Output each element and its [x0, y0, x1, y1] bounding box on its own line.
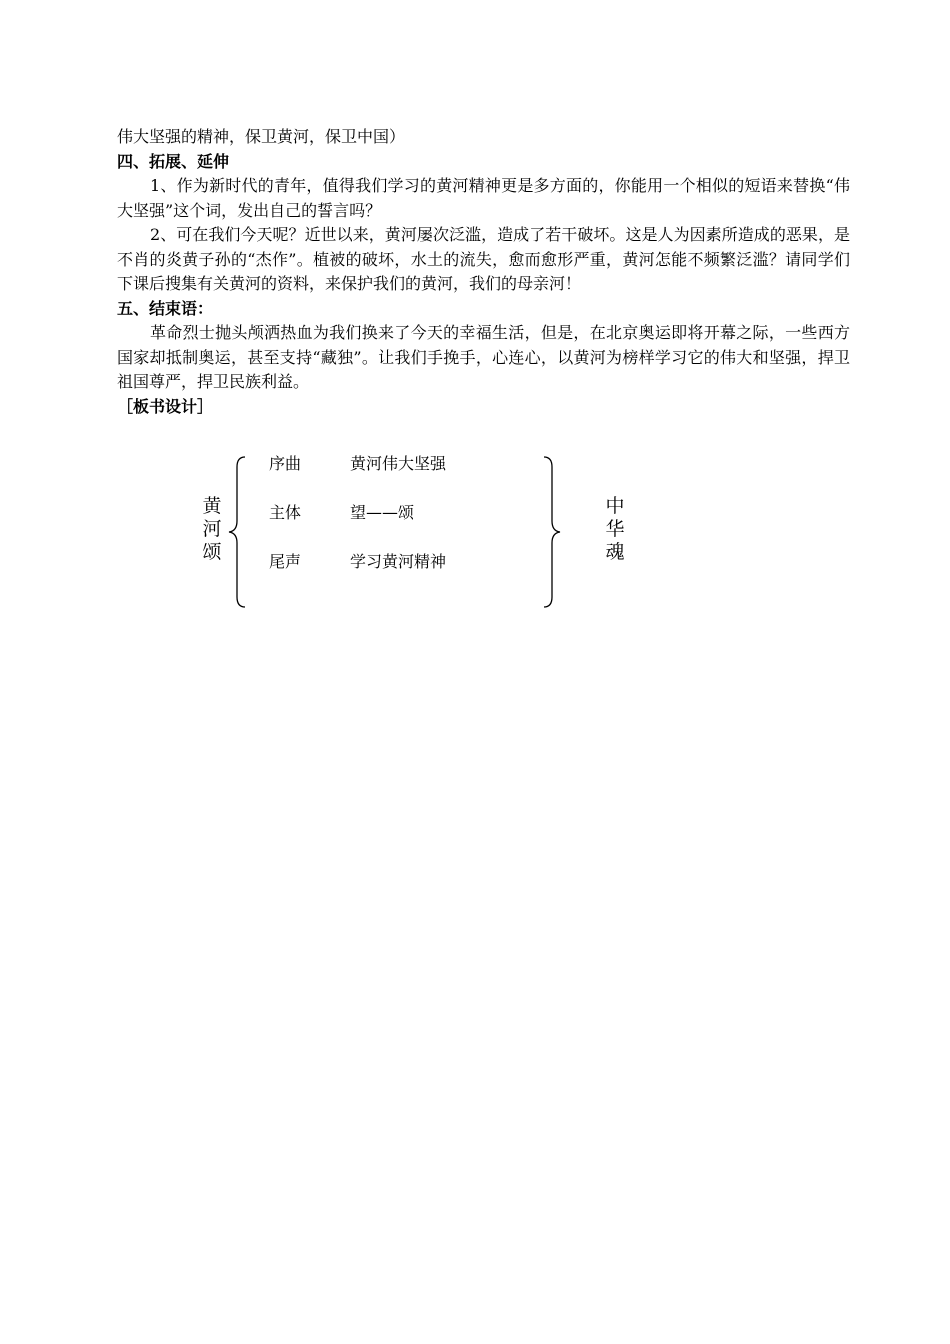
board-row-content: 学习黄河精神 [350, 552, 447, 571]
paragraph-extension-1: 1、作为新时代的青年，值得我们学习的黄河精神更是多方面的，你能用一个相似的短语来替换“伟大坚强”这个词，发出自己的誓言吗？ [117, 176, 850, 220]
board-right-title [603, 495, 627, 564]
board-right-title-char: 华 [605, 518, 625, 540]
board-left-title-char: 黄 [202, 495, 222, 517]
left-brace [225, 455, 249, 610]
board-design [0, 0, 950, 620]
board-left-title-char: 颂 [202, 541, 222, 563]
board-right-title-char: 中 [605, 495, 625, 517]
board-row-label: 主体 [269, 503, 302, 522]
board-row-content: 望——颂 [350, 503, 415, 522]
board-left-title [200, 495, 224, 564]
paragraph-conclusion: 革命烈士抛头颅洒热血为我们换来了今天的幸福生活，但是，在北京奥运即将开幕之际，一些西方国家却抵制奥运，甚至支持“藏独”。让我们手挽手，心连心，以黄河为榜样学习它的伟大和坚强，捍卫祖国尊严，捍卫民族利益。 [117, 323, 850, 391]
section-heading-extension: 四、拓展、延伸 [117, 151, 230, 171]
board-right-title-char: 魂 [605, 541, 625, 563]
board-row-label: 序曲 [269, 454, 302, 473]
section-heading-conclusion: 五、结束语： [117, 298, 214, 318]
board-row-label: 尾声 [269, 552, 302, 571]
board-design-heading: ［板书设计］ [117, 396, 214, 416]
continuation-line: 伟大坚强的精神，保卫黄河，保卫中国） [117, 127, 406, 146]
board-left-title-char: 河 [202, 518, 222, 540]
right-brace [540, 455, 564, 610]
board-row-content: 黄河伟大坚强 [350, 454, 447, 473]
paragraph-extension-2: 2、可在我们今天呢？近世以来，黄河屡次泛滥，造成了若干破坏。这是人为因素所造成的恶果，是不肖的炎黄子孙的“杰作”。植被的破坏，水土的流失，愈而愈形严重，黄河怎能不频繁泛滥？请同学们下课后搜集有关黄河的资料，来保护我们的黄河，我们的母亲河！ [117, 225, 850, 293]
